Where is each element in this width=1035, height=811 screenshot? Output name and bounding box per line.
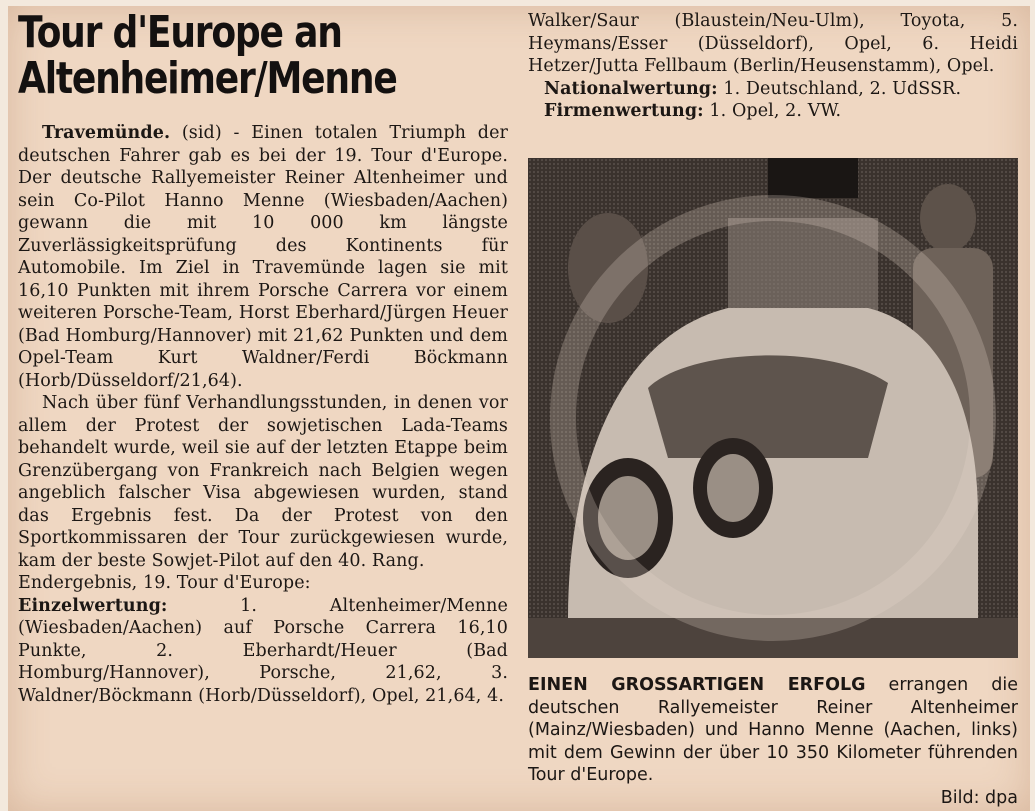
national-label: Nationalwertung: <box>544 78 718 99</box>
photo-caption <box>528 674 1018 809</box>
results-continued <box>528 10 1018 123</box>
intro-text: (sid) - Einen totalen Triumph der deutschen Fahrer gab es bei der 19. Tour d'Europe. Der deutsche Rallyemeister Reiner Altenheimer und sein Co-Pilot Hanno Menne (Wiesbaden/Aachen) gewann die mit 10 000 km längste Zuverlässigkeitsprüfung des Kontinents für Automobile. Im Ziel in Travemünde lagen sie mit 16,10 Punkten mit ihrem Porsche Carrera vor einem weiteren Porsche-Team, Horst Eberhard/Jürgen Heuer (Bad Homburg/Hannover) mit 21,62 Punkten und dem Opel-Team Kurt Waldner/Ferdi Böckmann (Horb/Düsseldorf/21,64). <box>18 123 508 391</box>
einzel-label: Einzelwertung: <box>18 595 168 616</box>
left-column <box>18 7 508 707</box>
caption-lead: EINEN GROSSARTIGEN ERFOLG <box>528 675 866 695</box>
firmen-label: Firmenwertung: <box>544 101 704 121</box>
headline-line-2: Altenheimer/Menne <box>18 53 397 104</box>
firmen-text: 1. Opel, 2. VW. <box>703 101 842 121</box>
right-column <box>528 10 1018 123</box>
headline <box>18 7 510 104</box>
firmenwertung <box>528 100 1018 123</box>
continued-text: Walker/Saur (Blaustein/Neu-Ulm), Toyota, 5. Heymans/Esser (Düsseldorf), Opel, 6. Heidi Hetzer/Jutta Fellbaum (Berlin/Heusenstamm), Opel. <box>528 11 1018 76</box>
einzel-text: 1. Altenheimer/Menne (Wiesbaden/Aachen) auf Porsche Carrera 16,10 Punkte, 2. Eberhardt/Heuer (Bad Homburg/Hannover), Porsche, 21,62, 3. Waldner/Böckmann (Horb/Düsseldorf), Opel, 21,64, 4. <box>18 595 508 706</box>
rally-photo <box>528 158 1018 658</box>
newspaper-clipping <box>8 6 1030 811</box>
caption-text: errangen die deutschen Rallyemeister Reiner Altenheimer (Mainz/Wiesbaden) und Hanno Menne (Aachen, links) mit dem Gewinn der über 10 350 Kilometer führenden Tour d'Europe. <box>528 675 1018 785</box>
dateline: Travemünde. <box>42 123 171 143</box>
intro-paragraph <box>18 122 508 392</box>
photo-illustration <box>528 158 1018 658</box>
paragraph-2: Nach über fünf Verhandlungsstunden, in denen vor allem der Protest der sowjetischen Lada-Teams behandelt wurde, weil sie auf der letzten Etappe beim Grenzübergang von Frankreich nach Belgien wegen angeblich falscher Visa abgewiesen wurden, stand das Ergebnis fest. Da der Protest von den Sportkommissaren der Tour zurückgewiesen wurde, kam der beste Sowjet-Pilot auf den 40. Rang. <box>18 393 508 571</box>
einzelwertung <box>18 595 508 708</box>
results-heading: Endergebnis, 19. Tour d'Europe: <box>18 573 311 593</box>
headline-line-1: Tour d'Europe an <box>18 7 342 58</box>
nationalwertung <box>528 78 1018 101</box>
national-text: 1. Deutschland, 2. UdSSR. <box>717 78 962 99</box>
photo-credit: Bild: dpa <box>940 787 1018 808</box>
article-body <box>18 122 508 707</box>
